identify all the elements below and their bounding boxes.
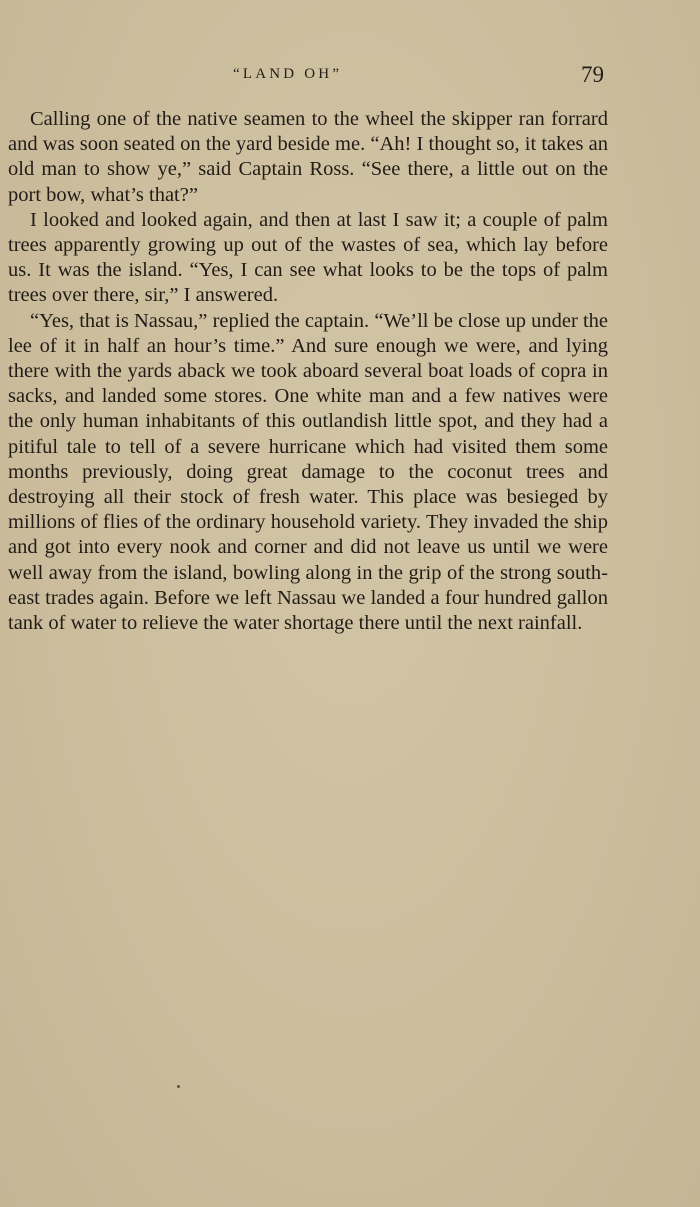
running-head: [8, 62, 604, 92]
chapter-title: “LAND OH”: [233, 66, 343, 82]
body-text: [8, 107, 608, 636]
paragraph-2: I looked and looked again, and then at last I saw it; a couple of palm trees apparently growing up out of the wastes of sea, which lay before us. It was the island. “Yes, I can see what looks to be the tops of palm trees over there, sir,” I answered.: [8, 208, 608, 307]
ink-speck: [177, 1085, 180, 1088]
paragraph-1: Calling one of the native seamen to the wheel the skipper ran forrard and was soon seated on the yard beside me. “Ah! I thought so, it takes an old man to show ye,” said Captain Ross. “See there, a little out on the port bow, what’s that?”: [8, 108, 608, 206]
paragraph-3: “Yes, that is Nassau,” replied the captain. “We’ll be close up under the lee of it in half an hour’s time.” And sure enough we were, and lying there with the yards aback we took aboard several boat loads of copra in sacks, and landed some stores. One white man and a few natives were the only human inhabitants of this outlandish little spot, and they had a pitiful tale to tell of a severe hurricane which had visited them some months previously, doing great damage to the coconut trees and destroying all their stock of fresh water. This place was besieged by millions of flies of the ordinary household variety. They invaded the ship and got into every nook and corner and did not leave us until we were well away from the island, bowling along in the grip of the strong south-east trades again. Before we left Nassau we landed a four hundred gallon tank of water to relieve the water shortage there until the next rainfall.: [8, 309, 608, 635]
page-number: 79: [581, 62, 604, 87]
